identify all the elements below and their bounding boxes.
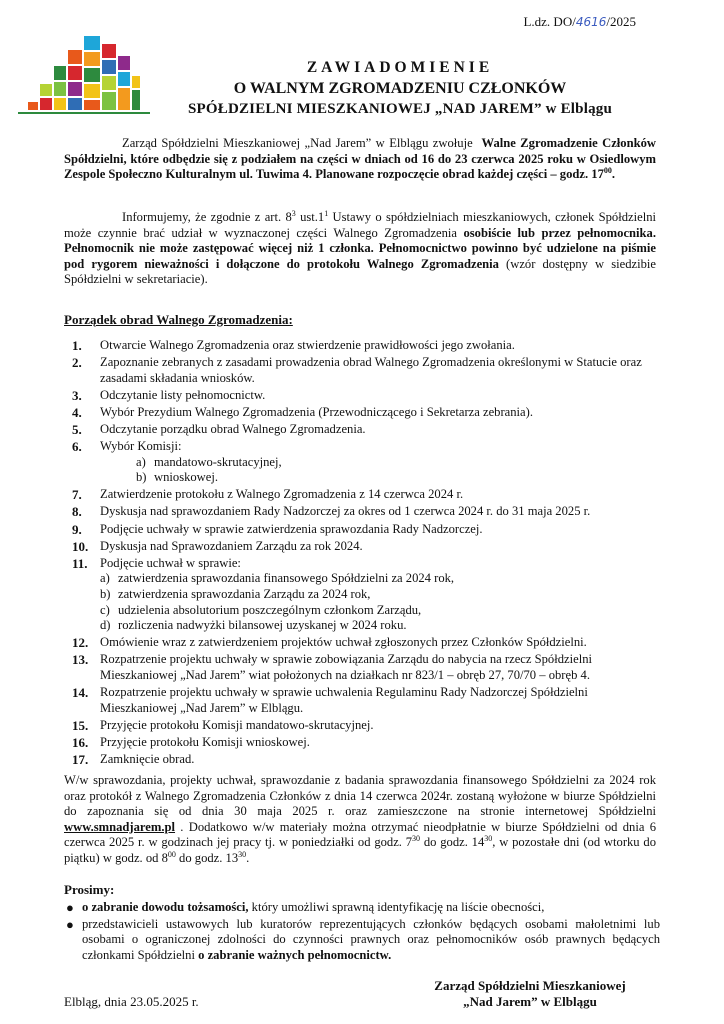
agenda-item-number: 10. <box>72 538 89 554</box>
closing-text-6: . <box>246 850 250 865</box>
logo-block <box>84 36 100 50</box>
agenda-item-text: Rozpatrzenie projektu uchwały w sprawie zobowiązania Zarządu do nabycia na rzecz Spółdzielni Mieszkaniowej „Nad Jarem” wiat położonych na działkach nr 823/1 – obręb 27, 70/70 – obręb 4. <box>100 652 592 682</box>
closing-sup-3: 00 <box>167 849 176 859</box>
info-sup-1: 3 <box>291 209 296 218</box>
agenda-item <box>72 752 656 768</box>
agenda-item-text: Zamknięcie obrad. <box>100 751 195 766</box>
agenda-item-number: 9. <box>72 521 82 537</box>
agenda-item-number: 15. <box>72 717 89 733</box>
info-sup-2: 1 <box>324 209 329 218</box>
closing-text-1: W/w sprawozdania, projekty uchwał, sprawozdanie z badania sprawozdania finansowego Spółdzielni za 2024 rok oraz protokół z Walnego Zgromadzenia Członków z dnia 14 czerwca 2024r. zostaną wyłożone w biurze Spółdzielni do zapoznania się od dnia 30 maja 2025 r. oraz zamieszczone na stronie internetowej Spółdzielni <box>64 773 656 819</box>
logo-block <box>84 100 100 110</box>
agenda-item <box>72 422 656 438</box>
agenda-item-text: Dyskusja nad Sprawozdaniem Zarządu za rok 2024. <box>100 538 363 553</box>
agenda-item <box>72 504 656 520</box>
agenda-item-number: 1. <box>72 338 82 353</box>
agenda-item <box>72 522 656 538</box>
agenda-item-number: 8. <box>72 504 82 520</box>
signature-line-2: „Nad Jarem” w Elblągu <box>463 994 597 1009</box>
agenda-item-number: 14. <box>72 684 89 700</box>
request-1-bold: o zabranie dowodu tożsamości, <box>82 900 249 914</box>
intro-bold-text: Walne Zgromadzenie Członków Spółdzielni, które odbędzie się z podziałem na części w dniach od 16 do 23 czerwca 2025 roku w Osiedlowym Zespole Społeczno Kulturalnym ul. Tuwima 4. Planowane rozpoczęcie obrad każdej części – godz. 17 <box>64 136 657 182</box>
agenda-subitem <box>100 587 656 603</box>
request-item <box>64 900 660 916</box>
agenda-item-number: 7. <box>72 487 82 503</box>
agenda-item <box>72 718 656 734</box>
agenda-item-number: 6. <box>72 439 82 455</box>
closing-text-5: do godz. 13 <box>175 850 239 865</box>
heading-line-cooperative: SPÓŁDZIELNI MIESZKANIOWEJ „NAD JAREM” w Elblągu <box>187 101 613 117</box>
agenda-subitem <box>136 470 656 486</box>
intro-time-sup: 00 <box>603 166 612 176</box>
closing-text-4: , w pozostałe dni (od wtorku do piątku) w godz. od 8 <box>64 835 656 865</box>
agenda-subitem <box>100 603 656 619</box>
info-paragraph <box>64 210 656 288</box>
agenda-subitem <box>100 571 656 587</box>
agenda-subitem-text: zatwierdzenia sprawozdania finansowego Spółdzielni za 2024 rok, <box>118 571 455 586</box>
agenda-item <box>72 355 656 386</box>
logo-block <box>68 50 82 64</box>
logo-block <box>102 44 116 58</box>
agenda-subitem-letter: d) <box>100 618 111 633</box>
logo-block <box>28 102 38 110</box>
intro-paragraph <box>64 136 656 183</box>
info-end: (wzór dostępny w siedzibie Spółdzielni w sekretariacie). <box>64 256 656 287</box>
agenda-item-number: 13. <box>72 652 89 668</box>
logo-block <box>84 84 100 98</box>
agenda-item-number: 2. <box>72 355 82 371</box>
agenda-subitem <box>100 618 656 634</box>
closing-paragraph <box>64 773 656 867</box>
agenda-subitem-text: wnioskowej. <box>154 470 219 485</box>
document-reference-number <box>523 14 636 31</box>
info-text-3: Ustawy o spółdzielniach mieszkaniowych, członek Spółdzielni może czynnie brać udział w wyznaczonej części Walnego Zgromadzenia <box>64 210 656 240</box>
bullet-icon: ● <box>66 900 74 915</box>
agenda-item <box>72 556 656 634</box>
agenda-item-text: Przyjęcie protokołu Komisji mandatowo-skrutacyjnej. <box>100 717 374 732</box>
bullet-icon: ● <box>66 916 74 932</box>
logo-block <box>54 98 66 110</box>
agenda-subitem-text: udzielenia absolutorium poszczególnym członkom Zarządu, <box>118 602 422 617</box>
agenda-subitem-letter: a) <box>136 454 146 469</box>
agenda-item-text: Odczytanie porządku obrad Walnego Zgromadzenia. <box>100 421 366 436</box>
closing-sup-1: 30 <box>412 834 421 844</box>
agenda-subitem <box>136 455 656 471</box>
logo-block <box>54 82 66 96</box>
agenda-item <box>72 439 656 486</box>
logo-block <box>68 66 82 80</box>
reference-suffix: /2025 <box>606 14 636 29</box>
agenda-item <box>72 338 656 354</box>
agenda-subitem-letter: c) <box>100 602 110 617</box>
intro-text: Zarząd Spółdzielni Mieszkaniowej „Nad Jarem” w Elblągu zwołuje <box>122 136 473 150</box>
agenda-subitem-text: mandatowo-skrutacyjnej, <box>154 454 282 469</box>
agenda-item-text: Zatwierdzenie protokołu z Walnego Zgromadzenia z 14 czerwca 2024 r. <box>100 487 464 502</box>
requests-list <box>64 900 660 964</box>
reference-prefix: L.dz. DO/ <box>523 14 576 29</box>
document-date: Elbląg, dnia 23.05.2025 r. <box>64 994 199 1009</box>
requests-title: Prosimy: <box>64 882 115 897</box>
info-text-1: Informujemy, że zgodnie z art. 8 <box>122 210 292 224</box>
agenda-item-text: Dyskusja nad sprawozdaniem Rady Nadzorczej za okres od 1 czerwca 2024 r. do 31 maja 2025 r. <box>100 504 591 519</box>
logo-block <box>40 98 52 110</box>
closing-text-3: do godz. 14 <box>420 835 485 850</box>
agenda-item-text: Omówienie wraz z zatwierdzeniem projektów uchwał zgłoszonych przez Członków Spółdzielni. <box>100 635 587 650</box>
agenda-item-number: 11. <box>72 555 88 571</box>
agenda-item <box>72 388 656 404</box>
agenda-item-text: Podjęcie uchwały w sprawie zatwierdzenia sprawozdania Rady Nadzorczej. <box>100 521 483 536</box>
agenda-item-number: 12. <box>72 635 89 651</box>
logo-block <box>84 52 100 66</box>
closing-sup-4: 30 <box>238 849 247 859</box>
info-text-2: ust.1 <box>295 210 325 224</box>
request-1-text: który umożliwi sprawną identyfikację na liście obecności, <box>248 900 545 914</box>
closing-text-2: . Dodatkowo w/w materiały można otrzymać nieodpłatnie w biurze Spółdzielni od dnia 6 czerwca 2025 r. w godzinach jej pracy tj. w poniedziałki od godz. 7 <box>64 819 656 850</box>
agenda-item <box>72 487 656 503</box>
info-bold-text: osobiście lub przez pełnomocnika. Pełnomocnik nie może zastępować więcej niż 1 członka. Pełnomocnictwo powinno być udzielone na piśmie pod rygorem nieważności i dołączone do protokołu Walnego Zgromadzenia <box>64 225 656 271</box>
agenda-title: Porządek obrad Walnego Zgromadzenia: <box>64 312 293 327</box>
logo-block <box>68 82 82 96</box>
agenda-item-text: Podjęcie uchwał w sprawie: <box>100 555 241 570</box>
signature-line-1: Zarząd Spółdzielni Mieszkaniowej <box>434 978 626 993</box>
agenda-item <box>72 735 656 751</box>
agenda-list <box>72 338 656 769</box>
reference-handwritten-number: 4616 <box>575 15 607 29</box>
signature-block <box>390 978 670 1010</box>
agenda-item-number: 5. <box>72 421 82 437</box>
agenda-item-text: Odczytanie listy pełnomocnictw. <box>100 387 266 402</box>
agenda-item <box>72 652 656 683</box>
heading-line-notice: ZAWIADOMIENIE <box>306 59 494 76</box>
agenda-subitem-letter: b) <box>100 586 111 601</box>
agenda-item <box>72 685 656 716</box>
logo-block <box>54 66 66 80</box>
request-2-bold: o zabranie ważnych pełnomocnictw. <box>198 947 392 962</box>
website-link[interactable]: www.smnadjarem.pl <box>64 819 176 834</box>
agenda-subitem-text: rozliczenia nadwyżki bilansowej uzyskanej w 2024 roku. <box>118 618 407 633</box>
agenda-subitem-letter: a) <box>100 571 110 586</box>
logo-block <box>40 84 52 96</box>
heading-line-assembly: O WALNYM ZGROMADZENIU CZŁONKÓW <box>233 80 567 97</box>
agenda-item-text: Rozpatrzenie projektu uchwały w sprawie uchwalenia Regulaminu Rady Nadzorczej Spółdzielni Mieszkaniowej „Nad Jarem” w Elblągu. <box>100 684 588 715</box>
agenda-item <box>72 635 656 651</box>
request-item <box>64 917 660 964</box>
agenda-subitem-letter: b) <box>136 470 147 485</box>
request-2-text: przedstawicieli ustawowych lub kuratorów reprezentujących członków będących osobami małoletnimi lub osobami o ograniczonej zdolności do czynności prawnych oraz pełnomocników osób prawnych będących członkami Spółdzielni <box>82 916 660 962</box>
intro-end: . <box>611 167 616 182</box>
document-heading <box>100 57 700 120</box>
agenda-item-text: Przyjęcie protokołu Komisji wnioskowej. <box>100 734 310 749</box>
agenda-item-number: 16. <box>72 734 89 750</box>
agenda-item-text: Wybór Komisji: <box>100 439 182 454</box>
agenda-item-text: Otwarcie Walnego Zgromadzenia oraz stwierdzenie prawidłowości jego zwołania. <box>100 338 515 352</box>
agenda-item-text: Zapoznanie zebranych z zasadami prowadzenia obrad Walnego Zgromadzenia określonymi w Statucie oraz zasadami składania wniosków. <box>100 355 642 385</box>
agenda-item <box>72 539 656 555</box>
logo-block <box>84 68 100 82</box>
agenda-item-number: 3. <box>72 387 82 403</box>
logo-block <box>68 98 82 110</box>
agenda-item-text: Wybór Prezydium Walnego Zgromadzenia (Przewodniczącego i Sekretarza zebrania). <box>100 404 533 419</box>
agenda-item-number: 4. <box>72 404 82 420</box>
agenda-item <box>72 405 656 421</box>
closing-sup-2: 30 <box>484 834 493 844</box>
agenda-subitem-text: zatwierdzenia sprawozdania Zarządu za 2024 rok, <box>118 586 371 601</box>
agenda-item-number: 17. <box>72 751 89 767</box>
